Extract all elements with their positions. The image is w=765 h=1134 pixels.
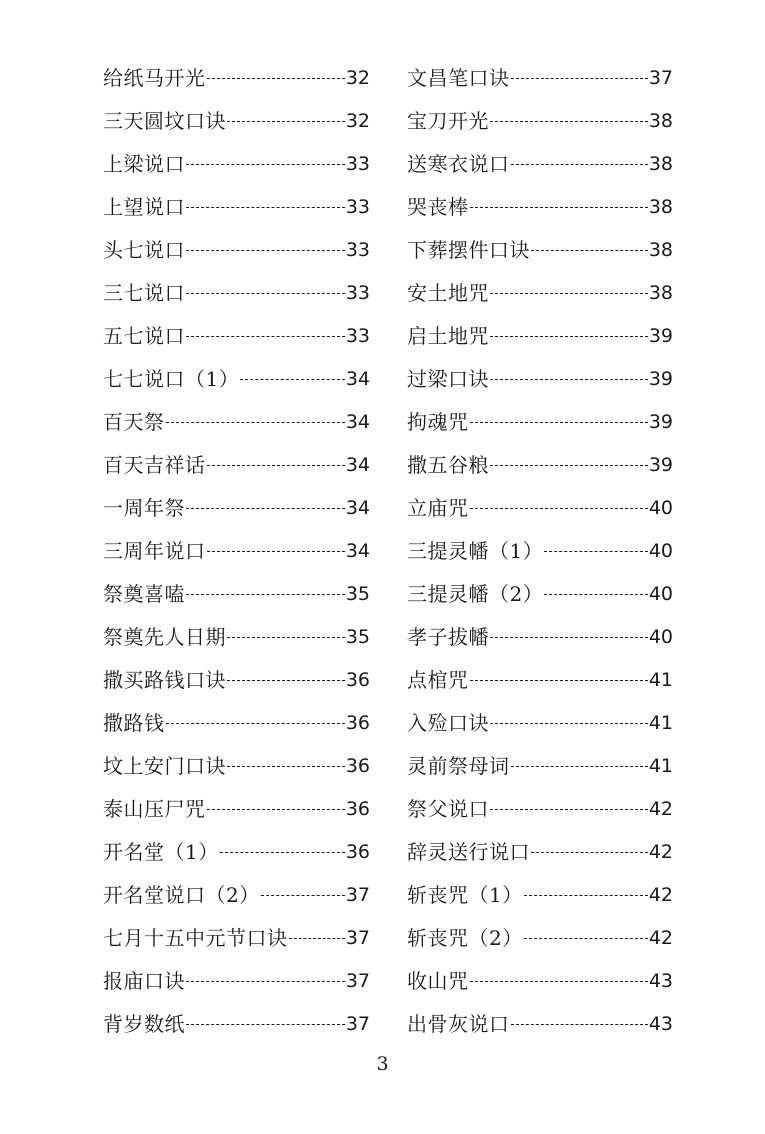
toc-entry-title: 头七说口 bbox=[103, 238, 185, 262]
toc-leader-dashes bbox=[227, 680, 345, 681]
toc-entry-page: 39 bbox=[648, 368, 673, 390]
toc-entry-title: 开名堂（1） bbox=[103, 840, 219, 864]
toc-leader-dashes bbox=[544, 551, 648, 552]
toc-leader-dashes bbox=[186, 250, 345, 251]
toc-leader-dashes bbox=[240, 379, 345, 380]
toc-entry-page: 33 bbox=[345, 153, 370, 175]
toc-entry-title: 背岁数纸 bbox=[103, 1012, 185, 1036]
toc-entry-title: 百天祭 bbox=[103, 410, 165, 434]
toc-leader-dashes bbox=[490, 121, 648, 122]
toc-entry-page: 38 bbox=[648, 196, 673, 218]
toc-entry-page: 39 bbox=[648, 325, 673, 347]
toc-entry-title: 上望说口 bbox=[103, 195, 185, 219]
toc-entry-page: 33 bbox=[345, 325, 370, 347]
toc-entry-page: 35 bbox=[345, 626, 370, 648]
toc-leader-dashes bbox=[490, 336, 648, 337]
toc-entry bbox=[407, 100, 673, 143]
toc-entry-title: 撒买路钱口诀 bbox=[103, 668, 226, 692]
toc-leader-dashes bbox=[186, 1024, 345, 1025]
toc-entry-title: 上梁说口 bbox=[103, 152, 185, 176]
toc-entry-page: 32 bbox=[345, 110, 370, 132]
toc-entry-page: 42 bbox=[648, 798, 673, 820]
toc-leader-dashes bbox=[227, 121, 345, 122]
toc-entry bbox=[103, 57, 370, 100]
toc-entry-page: 36 bbox=[345, 798, 370, 820]
toc-entry-title: 三提灵幡（2） bbox=[407, 582, 544, 606]
toc-entry-page: 36 bbox=[345, 712, 370, 734]
toc-entry-title: 出骨灰说口 bbox=[407, 1012, 510, 1036]
toc-leader-dashes bbox=[490, 293, 648, 294]
toc-leader-dashes bbox=[511, 164, 648, 165]
toc-entry-title: 给纸马开光 bbox=[103, 66, 206, 90]
toc-entry-title: 安土地咒 bbox=[407, 281, 489, 305]
toc-entry bbox=[103, 659, 370, 702]
toc-entry-page: 39 bbox=[648, 454, 673, 476]
toc-entry bbox=[407, 272, 673, 315]
toc-entry bbox=[407, 186, 673, 229]
toc-entry-page: 41 bbox=[648, 755, 673, 777]
toc-entry-page: 33 bbox=[345, 282, 370, 304]
toc-leader-dashes bbox=[470, 207, 648, 208]
toc-leader-dashes bbox=[186, 293, 345, 294]
toc-entry-title: 撒五谷粮 bbox=[407, 453, 489, 477]
toc-entry bbox=[103, 573, 370, 616]
toc-entry bbox=[407, 659, 673, 702]
toc-entry-title: 收山咒 bbox=[407, 969, 469, 993]
toc-entry-title: 立庙咒 bbox=[407, 496, 469, 520]
toc-entry-title: 泰山压尸咒 bbox=[103, 797, 206, 821]
toc-entry bbox=[103, 100, 370, 143]
toc-entry bbox=[407, 1003, 673, 1046]
toc-entry bbox=[407, 745, 673, 788]
toc-entry bbox=[407, 960, 673, 1003]
toc-entry bbox=[407, 229, 673, 272]
toc-column-left bbox=[103, 57, 370, 1046]
toc-entry-title: 三周年说口 bbox=[103, 539, 206, 563]
toc-entry-page: 42 bbox=[648, 884, 673, 906]
toc-leader-dashes bbox=[207, 78, 345, 79]
toc-entry-page: 40 bbox=[648, 583, 673, 605]
toc-entry bbox=[407, 788, 673, 831]
toc-entry-title: 七月十五中元节口诀 bbox=[103, 926, 288, 950]
toc-entry bbox=[407, 573, 673, 616]
toc-entry-title: 下葬摆件口诀 bbox=[407, 238, 530, 262]
toc-entry bbox=[103, 874, 370, 917]
toc-leader-dashes bbox=[490, 465, 648, 466]
toc-entry-title: 点棺咒 bbox=[407, 668, 469, 692]
toc-entry-page: 41 bbox=[648, 712, 673, 734]
toc-entry-page: 33 bbox=[345, 196, 370, 218]
toc-entry-title: 一周年祭 bbox=[103, 496, 185, 520]
toc-entry bbox=[103, 315, 370, 358]
toc-entry-title: 祭奠先人日期 bbox=[103, 625, 226, 649]
toc-entry bbox=[103, 530, 370, 573]
toc-leader-dashes bbox=[261, 895, 345, 896]
toc-entry bbox=[407, 917, 673, 960]
toc-column-right bbox=[407, 57, 673, 1046]
toc-entry-title: 过梁口诀 bbox=[407, 367, 489, 391]
toc-entry-page: 34 bbox=[345, 411, 370, 433]
toc-entry-title: 斩丧咒（1） bbox=[407, 883, 523, 907]
toc-entry bbox=[103, 1003, 370, 1046]
toc-entry bbox=[103, 616, 370, 659]
toc-entry bbox=[103, 702, 370, 745]
toc-entry-page: 33 bbox=[345, 239, 370, 261]
toc-entry-page: 38 bbox=[648, 239, 673, 261]
toc-entry-title: 三提灵幡（1） bbox=[407, 539, 544, 563]
toc-leader-dashes bbox=[470, 981, 648, 982]
toc-entry-page: 34 bbox=[345, 454, 370, 476]
toc-entry bbox=[103, 917, 370, 960]
toc-leader-dashes bbox=[470, 680, 648, 681]
toc-leader-dashes bbox=[524, 895, 648, 896]
toc-entry bbox=[407, 444, 673, 487]
toc-leader-dashes bbox=[220, 852, 345, 853]
toc-entry-page: 37 bbox=[345, 927, 370, 949]
toc-entry-page: 40 bbox=[648, 497, 673, 519]
toc-entry-page: 38 bbox=[648, 153, 673, 175]
toc-entry-title: 五七说口 bbox=[103, 324, 185, 348]
toc-leader-dashes bbox=[227, 637, 345, 638]
toc-entry-page: 32 bbox=[345, 67, 370, 89]
toc-entry bbox=[407, 616, 673, 659]
toc-leader-dashes bbox=[186, 164, 345, 165]
toc-leader-dashes bbox=[207, 465, 345, 466]
toc-leader-dashes bbox=[289, 938, 345, 939]
toc-entry bbox=[407, 401, 673, 444]
toc-entry bbox=[103, 401, 370, 444]
toc-entry-page: 40 bbox=[648, 626, 673, 648]
toc-leader-dashes bbox=[511, 1024, 648, 1025]
toc-entry bbox=[103, 788, 370, 831]
toc-entry-page: 38 bbox=[648, 282, 673, 304]
toc-entry-title: 三七说口 bbox=[103, 281, 185, 305]
toc-entry-title: 辞灵送行说口 bbox=[407, 840, 530, 864]
toc-leader-dashes bbox=[186, 336, 345, 337]
toc-entry-title: 灵前祭母词 bbox=[407, 754, 510, 778]
toc-entry bbox=[103, 272, 370, 315]
toc-entry-title: 斩丧咒（2） bbox=[407, 926, 523, 950]
toc-entry bbox=[103, 358, 370, 401]
toc-leader-dashes bbox=[186, 981, 345, 982]
toc-entry-page: 43 bbox=[648, 1013, 673, 1035]
toc-entry bbox=[407, 874, 673, 917]
toc-entry-title: 送寒衣说口 bbox=[407, 152, 510, 176]
toc-entry-page: 38 bbox=[648, 110, 673, 132]
toc-entry-title: 启土地咒 bbox=[407, 324, 489, 348]
toc-entry bbox=[407, 143, 673, 186]
toc-entry-title: 祭奠喜嗑 bbox=[103, 582, 185, 606]
toc-entry-page: 34 bbox=[345, 368, 370, 390]
toc-leader-dashes bbox=[166, 422, 345, 423]
toc-entry bbox=[103, 831, 370, 874]
toc-entry-page: 37 bbox=[345, 970, 370, 992]
page-number: 3 bbox=[376, 1053, 389, 1075]
toc-entry bbox=[407, 702, 673, 745]
toc-entry-page: 36 bbox=[345, 669, 370, 691]
toc-entry-page: 42 bbox=[648, 841, 673, 863]
toc-leader-dashes bbox=[207, 551, 345, 552]
toc-leader-dashes bbox=[207, 809, 345, 810]
toc-leader-dashes bbox=[511, 766, 648, 767]
toc-entry-title: 百天吉祥话 bbox=[103, 453, 206, 477]
toc-leader-dashes bbox=[166, 723, 345, 724]
toc-entry-title: 文昌笔口诀 bbox=[407, 66, 510, 90]
toc-entry bbox=[103, 745, 370, 788]
toc-entry bbox=[407, 487, 673, 530]
toc-entry-title: 哭丧棒 bbox=[407, 195, 469, 219]
toc-leader-dashes bbox=[524, 938, 648, 939]
toc-entry-page: 36 bbox=[345, 755, 370, 777]
toc-entry-page: 34 bbox=[345, 540, 370, 562]
toc-entry-title: 撒路钱 bbox=[103, 711, 165, 735]
toc-entry-title: 孝子拔幡 bbox=[407, 625, 489, 649]
toc-leader-dashes bbox=[490, 723, 648, 724]
toc-entry-title: 七七说口（1） bbox=[103, 367, 240, 391]
toc-leader-dashes bbox=[186, 594, 345, 595]
toc-leader-dashes bbox=[490, 637, 648, 638]
toc-entry-page: 43 bbox=[648, 970, 673, 992]
toc-entry bbox=[103, 229, 370, 272]
toc-entry-page: 39 bbox=[648, 411, 673, 433]
toc-entry-page: 37 bbox=[345, 1013, 370, 1035]
toc-entry bbox=[407, 315, 673, 358]
toc-entry-title: 入殓口诀 bbox=[407, 711, 489, 735]
toc-entry-title: 三天圆坟口诀 bbox=[103, 109, 226, 133]
toc-entry-page: 41 bbox=[648, 669, 673, 691]
toc-entry-title: 祭父说口 bbox=[407, 797, 489, 821]
toc-entry-page: 36 bbox=[345, 841, 370, 863]
toc-entry bbox=[407, 358, 673, 401]
toc-entry-page: 42 bbox=[648, 927, 673, 949]
toc-entry-page: 40 bbox=[648, 540, 673, 562]
toc-leader-dashes bbox=[186, 207, 345, 208]
toc-entry-page: 37 bbox=[345, 884, 370, 906]
toc-leader-dashes bbox=[544, 594, 648, 595]
toc-leader-dashes bbox=[470, 422, 648, 423]
toc-entry bbox=[103, 143, 370, 186]
toc-leader-dashes bbox=[531, 852, 648, 853]
toc-entry bbox=[103, 444, 370, 487]
toc-entry-page: 37 bbox=[648, 67, 673, 89]
toc-entry-title: 拘魂咒 bbox=[407, 410, 469, 434]
toc-leader-dashes bbox=[531, 250, 648, 251]
toc-entry bbox=[407, 530, 673, 573]
toc-entry-title: 开名堂说口（2） bbox=[103, 883, 260, 907]
toc-leader-dashes bbox=[490, 809, 648, 810]
toc-entry-title: 坟上安门口诀 bbox=[103, 754, 226, 778]
toc-entry-title: 宝刀开光 bbox=[407, 109, 489, 133]
toc-entry bbox=[103, 186, 370, 229]
toc-leader-dashes bbox=[186, 508, 345, 509]
toc-entry-page: 34 bbox=[345, 497, 370, 519]
toc-entry bbox=[103, 487, 370, 530]
toc-entry-page: 35 bbox=[345, 583, 370, 605]
toc-entry-title: 报庙口诀 bbox=[103, 969, 185, 993]
toc-leader-dashes bbox=[227, 766, 345, 767]
toc-entry bbox=[103, 960, 370, 1003]
toc-entry bbox=[407, 57, 673, 100]
toc-entry bbox=[407, 831, 673, 874]
toc-leader-dashes bbox=[490, 379, 648, 380]
toc-leader-dashes bbox=[511, 78, 648, 79]
toc-leader-dashes bbox=[470, 508, 648, 509]
